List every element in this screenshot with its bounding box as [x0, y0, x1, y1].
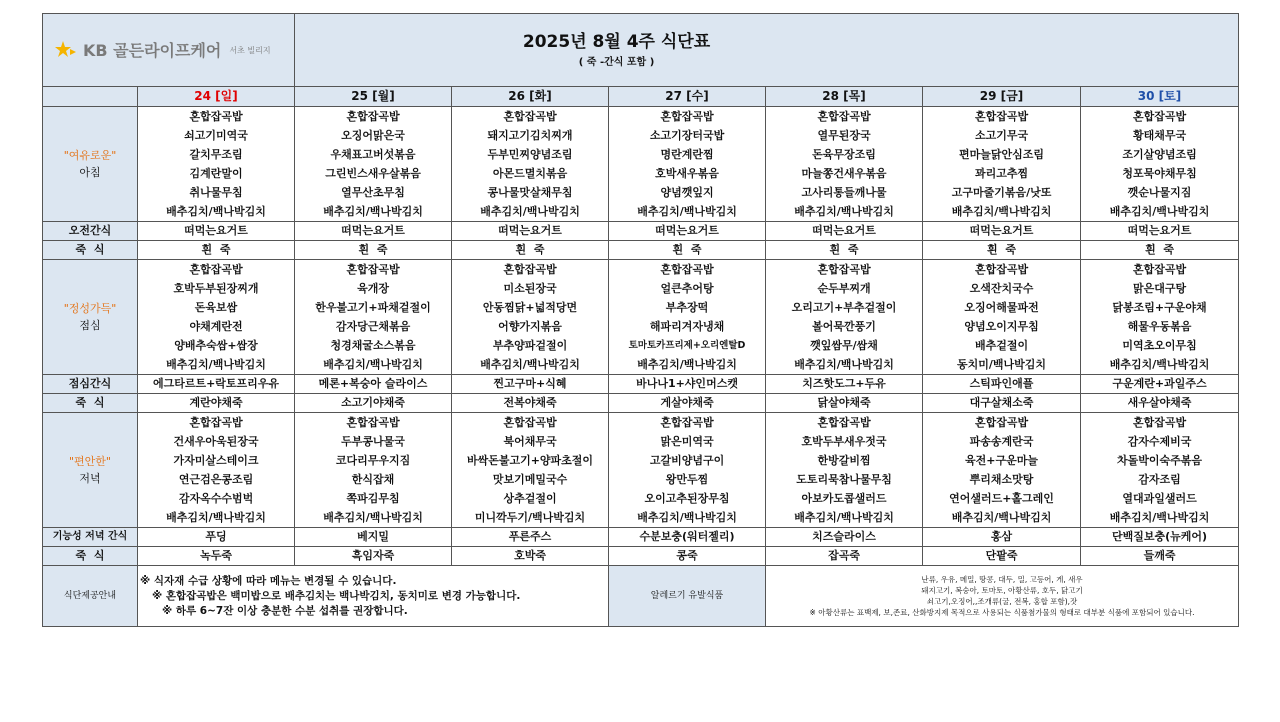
day-header-sat: 30 [토] — [1081, 87, 1239, 107]
dinner-snack-row — [43, 528, 1239, 547]
lunch-day-3: 혼합잡곡밥 얼큰추어탕 부추장떡 해파리겨자냉채 토마토카프리제+오리엔탈D 배추김치/백나박김치 — [609, 260, 766, 375]
breakfast-label: "여유로운" 아침 — [43, 107, 138, 222]
porridge-row-1 — [43, 241, 1239, 260]
morning-snack-day-1: 떠먹는요거트 — [295, 222, 452, 241]
dinner-day-6: 혼합잡곡밥 감자수제비국 차돌박이숙주볶음 감자조림 열대과일샐러드 배추김치/백나박김치 — [1081, 413, 1239, 528]
lunch-snack-day-1: 메론+복숭아 슬라이스 — [295, 375, 452, 394]
breakfast-row — [43, 107, 1239, 222]
notice-text: ※ 식자재 수급 상황에 따라 메뉴는 변경될 수 있습니다. ※ 혼합잡곡밥은 백미밥으로 배추김치는 백나박김치, 동치미로 변경 가능합니다. ※ 하루 6~7잔 이상 충분한 수분 섭취를 권장합니다. — [138, 566, 609, 627]
logo-text: KB 골든라이프케어 — [83, 40, 222, 60]
day-header-tue: 26 [화] — [452, 87, 609, 107]
dinner-snack-day-6: 단백질보충(뉴케어) — [1081, 528, 1239, 547]
lunch-snack-day-3: 바나나1+샤인머스캣 — [609, 375, 766, 394]
porridge-1-day-3: 흰 죽 — [609, 241, 766, 260]
dinner-snack-day-1: 베지밀 — [295, 528, 452, 547]
header-row — [43, 14, 1239, 87]
dinner-snack-day-0: 푸딩 — [138, 528, 295, 547]
breakfast-day-2: 혼합잡곡밥 돼지고기김치찌개 두부민찌양념조림 아몬드멸치볶음 콩나물맛살채무침 배추김치/백나박김치 — [452, 107, 609, 222]
lunch-label: "정성가득" 점심 — [43, 260, 138, 375]
morning-snack-day-5: 떠먹는요거트 — [923, 222, 1081, 241]
dinner-day-3: 혼합잡곡밥 맑은미역국 고갈비양념구이 왕만두찜 오이고추된장무침 배추김치/백나박김치 — [609, 413, 766, 528]
logo-cell — [43, 14, 295, 87]
lunch-snack-day-6: 구운계란+과일주스 — [1081, 375, 1239, 394]
morning-snack-day-3: 떠먹는요거트 — [609, 222, 766, 241]
morning-snack-day-4: 떠먹는요거트 — [766, 222, 923, 241]
morning-snack-day-6: 떠먹는요거트 — [1081, 222, 1239, 241]
lunch-snack-day-0: 에그타르트+락토프리우유 — [138, 375, 295, 394]
breakfast-day-3: 혼합잡곡밥 소고기장터국밥 명란계란찜 호박새우볶음 양념깻잎지 배추김치/백나박김치 — [609, 107, 766, 222]
day-header-mon: 25 [월] — [295, 87, 452, 107]
day-header-row — [43, 87, 1239, 107]
porridge-1-day-4: 흰 죽 — [766, 241, 923, 260]
lunch-day-0: 혼합잡곡밥 호박두부된장찌개 돈육보쌈 야채계란전 양배추숙쌈+쌈장 배추김치/백나박김치 — [138, 260, 295, 375]
porridge-1-day-6: 흰 죽 — [1081, 241, 1239, 260]
lunch-snack-day-2: 찐고구마+식혜 — [452, 375, 609, 394]
lunch-snack-day-5: 스틱파인애플 — [923, 375, 1081, 394]
porridge-3-day-1: 흑임자죽 — [295, 547, 452, 566]
porridge-3-day-2: 호박죽 — [452, 547, 609, 566]
porridge-2-day-3: 게살야채죽 — [609, 394, 766, 413]
meal-plan-sheet — [42, 13, 1238, 627]
allergen-list: 난류, 우유, 메밀, 땅콩, 대두, 밀, 고등어, 게, 새우 돼지고기, 복숭아, 토마토, 아황산류, 호두, 닭고기 쇠고기,오징어,,조개류(굴, 전복, 홍합 포함),잣 ※ 아황산류는 표백제, 보,존료, 산화방지제 목적으로 사용되는 식품첨가물의 형태로 대부분 식품에 포함되어 있습니다. — [766, 566, 1239, 627]
dinner-snack-label: 기능성 저녁 간식 — [43, 528, 138, 547]
porridge-row-3 — [43, 547, 1239, 566]
dinner-day-4: 혼합잡곡밥 호박두부새우젓국 한방갈비찜 도토리묵참나물무침 아보카도콥샐러드 배추김치/백나박김치 — [766, 413, 923, 528]
page-subtitle: ( 죽 -간식 포함 ) — [578, 57, 655, 68]
dinner-row — [43, 413, 1239, 528]
morning-snack-day-2: 떠먹는요거트 — [452, 222, 609, 241]
porridge-3-day-4: 잡곡죽 — [766, 547, 923, 566]
morning-snack-row — [43, 222, 1239, 241]
lunch-day-1: 혼합잡곡밥 육개장 한우불고기+파채겉절이 감자당근채볶음 청경채굴소스볶음 배추김치/백나박김치 — [295, 260, 452, 375]
breakfast-day-1: 혼합잡곡밥 오징어맑은국 우채표고버섯볶음 그린빈스새우살볶음 열무산초무침 배추김치/백나박김치 — [295, 107, 452, 222]
lunch-day-4: 혼합잡곡밥 순두부찌개 오리고기+부추겉절이 볼어묵깐풍기 깻잎쌈무/쌈채 배추김치/백나박김치 — [766, 260, 923, 375]
dinner-snack-day-4: 치즈슬라이스 — [766, 528, 923, 547]
porridge-2-day-6: 새우살야채죽 — [1081, 394, 1239, 413]
dinner-day-2: 혼합잡곡밥 북어채무국 바싹돈불고기+양파초절이 맛보기메밀국수 상추겉절이 미니깍두기/백나박김치 — [452, 413, 609, 528]
breakfast-day-5: 혼합잡곡밥 소고기무국 편마늘닭안심조림 꽈리고추찜 고구마줄기볶음/낫또 배추김치/백나박김치 — [923, 107, 1081, 222]
day-header-thu: 28 [목] — [766, 87, 923, 107]
title-cell — [295, 14, 1239, 87]
porridge-row-2 — [43, 394, 1239, 413]
lunch-day-5: 혼합잡곡밥 오색잔치국수 오징어해물파전 양념오이지무침 배추겉절이 동치미/백나박김치 — [923, 260, 1081, 375]
porridge-1-day-5: 흰 죽 — [923, 241, 1081, 260]
dinner-day-1: 혼합잡곡밥 두부콩나물국 코다리무우지짐 한식잡채 쪽파김무침 배추김치/백나박김치 — [295, 413, 452, 528]
porridge-1-day-1: 흰 죽 — [295, 241, 452, 260]
meal-plan-table — [42, 13, 1239, 627]
lunch-day-2: 혼합잡곡밥 미소된장국 안동찜닭+넓적당면 어향가지볶음 부추양파겉절이 배추김치/백나박김치 — [452, 260, 609, 375]
notice-row — [43, 566, 1239, 627]
dinner-snack-day-2: 푸른주스 — [452, 528, 609, 547]
porridge-2-day-4: 닭살야채죽 — [766, 394, 923, 413]
day-header-sun: 24 [일] — [138, 87, 295, 107]
dinner-snack-day-3: 수분보충(워터젤리) — [609, 528, 766, 547]
lunch-snack-label: 점심간식 — [43, 375, 138, 394]
breakfast-day-6: 혼합잡곡밥 황태채무국 조기살양념조림 청포묵야채무침 깻순나물지짐 배추김치/백나박김치 — [1081, 107, 1239, 222]
lunch-snack-day-4: 치즈핫도그+두유 — [766, 375, 923, 394]
porridge-2-day-0: 계란야채죽 — [138, 394, 295, 413]
porridge-3-day-0: 녹두죽 — [138, 547, 295, 566]
porridge-2-day-1: 소고기야채죽 — [295, 394, 452, 413]
dinner-day-0: 혼합잡곡밥 건새우아욱된장국 가자미살스테이크 연근검은콩조림 감자옥수수범벅 배추김치/백나박김치 — [138, 413, 295, 528]
porridge-label-3: 죽 식 — [43, 547, 138, 566]
morning-snack-label: 오전간식 — [43, 222, 138, 241]
porridge-2-day-2: 전복야채죽 — [452, 394, 609, 413]
breakfast-day-4: 혼합잡곡밥 열무된장국 돈육무장조림 마늘쫑건새우볶음 고사리통들깨나물 배추김치/백나박김치 — [766, 107, 923, 222]
porridge-label-1: 죽 식 — [43, 241, 138, 260]
lunch-day-6: 혼합잡곡밥 맑은대구탕 닭봉조림+구운야채 해물우동볶음 미역초오이무침 배추김치/백나박김치 — [1081, 260, 1239, 375]
porridge-1-day-0: 흰 죽 — [138, 241, 295, 260]
kb-star-logo-icon — [53, 40, 77, 60]
logo — [53, 40, 294, 60]
dinner-label: "편안한" 저녁 — [43, 413, 138, 528]
morning-snack-day-0: 떠먹는요거트 — [138, 222, 295, 241]
dinner-snack-day-5: 홍삼 — [923, 528, 1081, 547]
day-header-fri: 29 [금] — [923, 87, 1081, 107]
porridge-3-day-3: 콩죽 — [609, 547, 766, 566]
breakfast-day-0: 혼합잡곡밥 쇠고기미역국 갈치무조림 김계란말이 취나물무침 배추김치/백나박김치 — [138, 107, 295, 222]
lunch-row — [43, 260, 1239, 375]
page-title: 2025년 8월 4주 식단표 — [522, 32, 711, 52]
allergen-label: 알레르기 유발식품 — [609, 566, 766, 627]
notice-label: 식단제공안내 — [43, 566, 138, 627]
logo-subtext: 서초 빌리지 — [229, 45, 271, 55]
porridge-2-day-5: 대구살채소죽 — [923, 394, 1081, 413]
dinner-day-5: 혼합잡곡밥 파송송계란국 육전+구운마늘 뿌리채소맛탕 연어샐러드+홀그레인 배추김치/백나박김치 — [923, 413, 1081, 528]
porridge-label-2: 죽 식 — [43, 394, 138, 413]
corner-cell — [43, 87, 138, 107]
day-header-wed: 27 [수] — [609, 87, 766, 107]
porridge-3-day-5: 단팥죽 — [923, 547, 1081, 566]
porridge-1-day-2: 흰 죽 — [452, 241, 609, 260]
porridge-3-day-6: 들깨죽 — [1081, 547, 1239, 566]
lunch-snack-row — [43, 375, 1239, 394]
